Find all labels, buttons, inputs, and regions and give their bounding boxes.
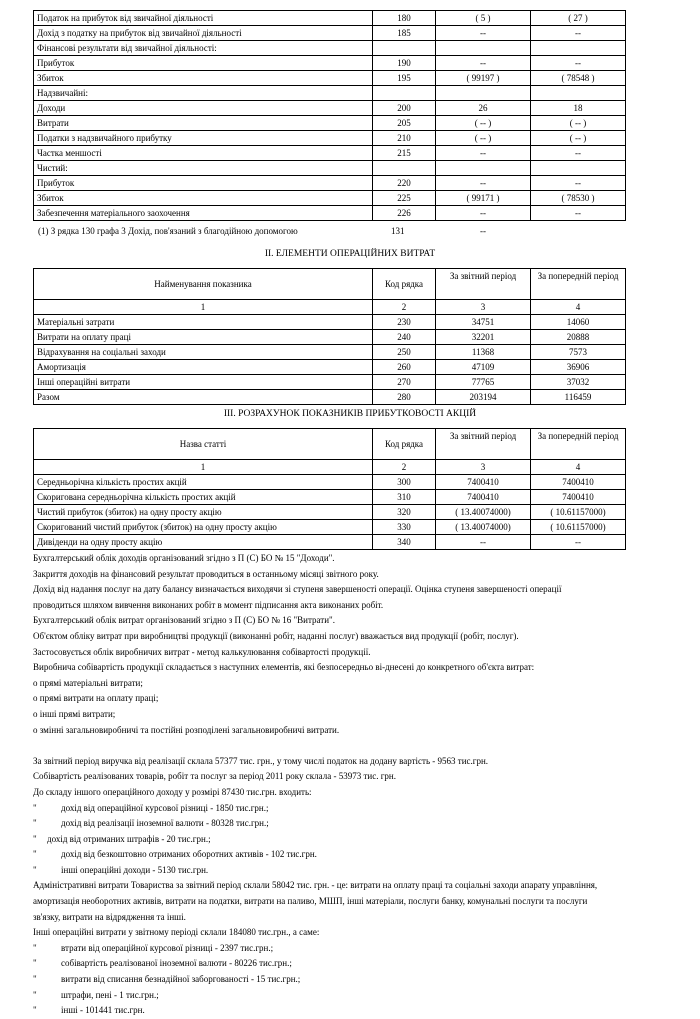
paragraph: проводиться шляхом вивчення виконаних робіт в момент підписання акта виконаних робіт. — [33, 599, 384, 610]
row-name: Фінансові результати від звичайної діяльності: — [34, 41, 373, 56]
table-row — [34, 345, 626, 360]
section3-title: III. РОЗРАХУНОК ПОКАЗНИКІВ ПРИБУТКОВОСТІ АКЦІЙ — [223, 409, 477, 419]
row-previous: 37032 — [531, 375, 626, 390]
row-previous: ( -- ) — [531, 131, 626, 146]
row-previous: ( 78548 ) — [531, 71, 626, 86]
col-number: 4 — [531, 460, 626, 475]
row-current — [436, 161, 531, 176]
paragraph: До складу іншого операційного доходу у розмірі 87430 тис.грн. входить: — [33, 786, 312, 797]
list-item: " дохід від безкоштовно отриманих оборотних активів - 102 тис.грн. — [33, 849, 317, 860]
list-item: " інші - 101441 тис.грн. — [33, 1005, 145, 1016]
header-code: Код рядка — [373, 429, 436, 460]
row-name: Середньорічна кількість простих акцій — [34, 475, 373, 490]
row-name: Скоригована середньорічна кількість простих акцій — [34, 490, 373, 505]
list-item: " витрати від списання безнадійної заборгованості - 15 тис.грн.; — [33, 974, 301, 985]
row-previous: -- — [531, 176, 626, 191]
row-name: Витрати на оплату праці — [34, 330, 373, 345]
table-row — [34, 520, 626, 535]
row-previous: 14060 — [531, 315, 626, 330]
row-code — [373, 161, 436, 176]
row-code — [373, 41, 436, 56]
bullet-item: о змінні загальновиробничі та постійні розподілені загальновиробничі витрати. — [33, 724, 340, 735]
col-number: 1 — [34, 300, 373, 315]
paragraph: Бухгалтерський облік витрат організований згідно з П (С) БО № 16 "Витрати". — [33, 615, 335, 626]
row-name: Частка меншості — [34, 146, 373, 161]
row-name: Чистий: — [34, 161, 373, 176]
row-name: Забезпечення матеріального заохочення — [34, 206, 373, 221]
row-code: 210 — [373, 131, 436, 146]
table-row — [34, 206, 626, 221]
table-row — [34, 161, 626, 176]
row-code: 300 — [373, 475, 436, 490]
table-row — [34, 116, 626, 131]
table-row — [34, 131, 626, 146]
header-name: Найменування показника — [34, 269, 373, 300]
list-item: " дохід від реалізації іноземної валюти - 80328 тис.грн.; — [33, 818, 269, 829]
row-current: -- — [436, 176, 531, 191]
row-name: Дивіденди на одну просту акцію — [34, 535, 373, 550]
row-name: Доходи — [34, 101, 373, 116]
row-current: ( -- ) — [436, 116, 531, 131]
col-number: 2 — [373, 460, 436, 475]
row-name: Прибуток — [34, 176, 373, 191]
row-name: Збиток — [34, 191, 373, 206]
col-number: 2 — [373, 300, 436, 315]
table-row — [34, 11, 626, 26]
header-name: Назва статті — [34, 429, 373, 460]
row-previous: 7573 — [531, 345, 626, 360]
row-name: Скоригований чистий прибуток (збиток) на одну просту акцію — [34, 520, 373, 535]
bullet-item: о прямі витрати на оплату праці; — [33, 693, 159, 704]
row-previous: ( 10.61157000) — [531, 505, 626, 520]
row-name: Податок на прибуток від звичайної діяльності — [34, 11, 373, 26]
table-row — [34, 360, 626, 375]
row-previous: ( 10.61157000) — [531, 520, 626, 535]
row-current — [436, 41, 531, 56]
row-previous: 36906 — [531, 360, 626, 375]
header-previous: За попередній період — [531, 269, 626, 300]
paragraph: Застосовується облік виробничих витрат - метод калькулювання собівартості продукції. — [33, 646, 371, 657]
row-name: Збиток — [34, 71, 373, 86]
row-code: 220 — [373, 176, 436, 191]
list-item: " інші операційні доходи - 5130 тис.грн. — [33, 864, 209, 875]
row-code: 226 — [373, 206, 436, 221]
row-current: -- — [436, 206, 531, 221]
row-previous: 7400410 — [531, 490, 626, 505]
section2-title: II. ЕЛЕМЕНТИ ОПЕРАЦІЙНИХ ВИТРАТ — [264, 249, 436, 259]
note-code: 131 — [391, 226, 405, 236]
row-name: Інші операційні витрати — [34, 375, 373, 390]
row-previous: 20888 — [531, 330, 626, 345]
share-profitability-table — [33, 428, 626, 550]
table-row — [34, 535, 626, 550]
row-code: 280 — [373, 390, 436, 405]
row-name: Матеріальні затрати — [34, 315, 373, 330]
row-name: Амортизація — [34, 360, 373, 375]
table-row — [34, 41, 626, 56]
row-previous: -- — [531, 26, 626, 41]
row-current: 34751 — [436, 315, 531, 330]
row-code: 205 — [373, 116, 436, 131]
row-previous — [531, 41, 626, 56]
paragraph: Бухгалтерський облік доходів організований згідно з П (С) БО № 15 "Доходи". — [33, 553, 335, 563]
notes-text — [33, 551, 673, 1019]
row-code: 330 — [373, 520, 436, 535]
row-code: 230 — [373, 315, 436, 330]
table-row — [34, 315, 626, 330]
row-current: 77765 — [436, 375, 531, 390]
row-code: 190 — [373, 56, 436, 71]
row-current: 203194 — [436, 390, 531, 405]
paragraph: зв'язку, витрати на відрядження та інші. — [33, 911, 186, 922]
table-row — [34, 505, 626, 520]
row-current: 47109 — [436, 360, 531, 375]
list-item: " собівартість реалізованої іноземної валюти - 80226 тис.грн.; — [33, 958, 292, 969]
paragraph: Дохід від надання послуг на дату балансу визначається виходячи зі ступеня завершеності операції. Оцінка ступеня завершеності операції — [33, 584, 562, 595]
paragraph: Закриття доходів на фінансовий результат проводиться в останньому місяці звітного року. — [33, 568, 379, 579]
bullet-item: о прямі матеріальні витрати; — [33, 677, 143, 688]
row-previous: -- — [531, 535, 626, 550]
financial-results-table — [33, 10, 626, 221]
row-current — [436, 86, 531, 101]
row-name: Податки з надзвичайного прибутку — [34, 131, 373, 146]
table-row — [34, 26, 626, 41]
row-name: Дохід з податку на прибуток від звичайної діяльності — [34, 26, 373, 41]
row-code: 215 — [373, 146, 436, 161]
row-code — [373, 86, 436, 101]
bullet-item: о інші прямі витрати; — [33, 708, 116, 719]
paragraph: Інші операційні витрати у звітному періоді склали 184080 тис.грн., а саме: — [33, 927, 320, 938]
list-item: " втрати від операційної курсової різниці - 2397 тис.грн.; — [33, 942, 274, 953]
row-previous — [531, 161, 626, 176]
row-previous — [531, 86, 626, 101]
col-number: 4 — [531, 300, 626, 315]
table-row — [34, 191, 626, 206]
note-row — [38, 225, 678, 238]
paragraph: Собівартість реалізованих товарів, робіт та послуг за період 2011 року склала - 53973 тис. грн. — [33, 771, 396, 782]
row-previous: ( 27 ) — [531, 11, 626, 26]
header-previous: За попередній період — [531, 429, 626, 460]
table-row — [34, 475, 626, 490]
paragraph: Виробнича собівартість продукції складається з наступних елементів, які безпосередньо ві-днесені до конкретного об'єкта витрат: — [33, 662, 535, 673]
row-code: 340 — [373, 535, 436, 550]
row-name: Надзвичайні: — [34, 86, 373, 101]
table-row — [34, 176, 626, 191]
row-code: 185 — [373, 26, 436, 41]
row-code: 320 — [373, 505, 436, 520]
row-code: 270 — [373, 375, 436, 390]
table-row — [34, 375, 626, 390]
row-name: Прибуток — [34, 56, 373, 71]
col-number: 3 — [436, 300, 531, 315]
header-code: Код рядка — [373, 269, 436, 300]
row-current: ( 13.40074000) — [436, 505, 531, 520]
row-current: ( 99197 ) — [436, 71, 531, 86]
row-previous: -- — [531, 206, 626, 221]
note-text: (1) З рядка 130 графа 3 Дохід, пов'язаний з благодійною допомогою — [38, 226, 298, 236]
row-previous: 116459 — [531, 390, 626, 405]
row-previous: ( 78530 ) — [531, 191, 626, 206]
row-previous: 18 — [531, 101, 626, 116]
operating-costs-table — [33, 268, 626, 405]
row-current: 11368 — [436, 345, 531, 360]
row-code: 225 — [373, 191, 436, 206]
row-code: 260 — [373, 360, 436, 375]
row-previous: -- — [531, 146, 626, 161]
table-row — [34, 390, 626, 405]
row-code: 200 — [373, 101, 436, 116]
table-row — [34, 146, 626, 161]
row-code: 250 — [373, 345, 436, 360]
row-current: 7400410 — [436, 490, 531, 505]
table-row — [34, 490, 626, 505]
header-current: За звітний період — [436, 269, 531, 300]
list-item: " дохід від операційної курсової різниці - 1850 тис.грн.; — [33, 802, 269, 813]
row-code: 240 — [373, 330, 436, 345]
row-name: Відрахування на соціальні заходи — [34, 345, 373, 360]
paragraph: За звітний період виручка від реалізації склала 57377 тис. грн., у тому числі податок на додану вартість - 9563 тис.грн. — [33, 755, 489, 766]
paragraph: амортизація необоротних активів, витрати на податки, витрати на паливо, МШП, інші матеріали, послуги банку, комунальні послуги та послуги — [33, 896, 588, 907]
table-row — [34, 71, 626, 86]
note-value: -- — [480, 226, 486, 236]
row-current: -- — [436, 26, 531, 41]
table-row — [34, 101, 626, 116]
table-row — [34, 56, 626, 71]
row-current: 32201 — [436, 330, 531, 345]
row-code: 180 — [373, 11, 436, 26]
row-name: Витрати — [34, 116, 373, 131]
row-current: ( 99171 ) — [436, 191, 531, 206]
row-name: Чистий прибуток (збиток) на одну просту акцію — [34, 505, 373, 520]
col-number: 3 — [436, 460, 531, 475]
row-current: ( 13.40074000) — [436, 520, 531, 535]
list-item: " дохід від отриманих штрафів - 20 тис.грн.; — [33, 833, 211, 844]
row-current: ( 5 ) — [436, 11, 531, 26]
row-current: -- — [436, 146, 531, 161]
row-current: ( -- ) — [436, 131, 531, 146]
row-current: 7400410 — [436, 475, 531, 490]
row-code: 310 — [373, 490, 436, 505]
row-current: 26 — [436, 101, 531, 116]
row-current: -- — [436, 535, 531, 550]
paragraph: Об'єктом обліку витрат при виробництві продукції (виконанні робіт, наданні послуг) вважається вид продукції (робіт, послуг). — [33, 630, 519, 641]
row-previous: ( -- ) — [531, 116, 626, 131]
table-row — [34, 86, 626, 101]
header-current: За звітний період — [436, 429, 531, 460]
paragraph: Адміністративні витрати Товариства за звітний період склали 58042 тис. грн. - це: витрати на оплату праці та соціальні заходи апарату управління, — [33, 880, 598, 891]
row-name: Разом — [34, 390, 373, 405]
col-number: 1 — [34, 460, 373, 475]
row-code: 195 — [373, 71, 436, 86]
list-item: " штрафи, пені - 1 тис.грн.; — [33, 989, 159, 1000]
table-row — [34, 330, 626, 345]
row-current: -- — [436, 56, 531, 71]
row-previous: 7400410 — [531, 475, 626, 490]
row-previous: -- — [531, 56, 626, 71]
